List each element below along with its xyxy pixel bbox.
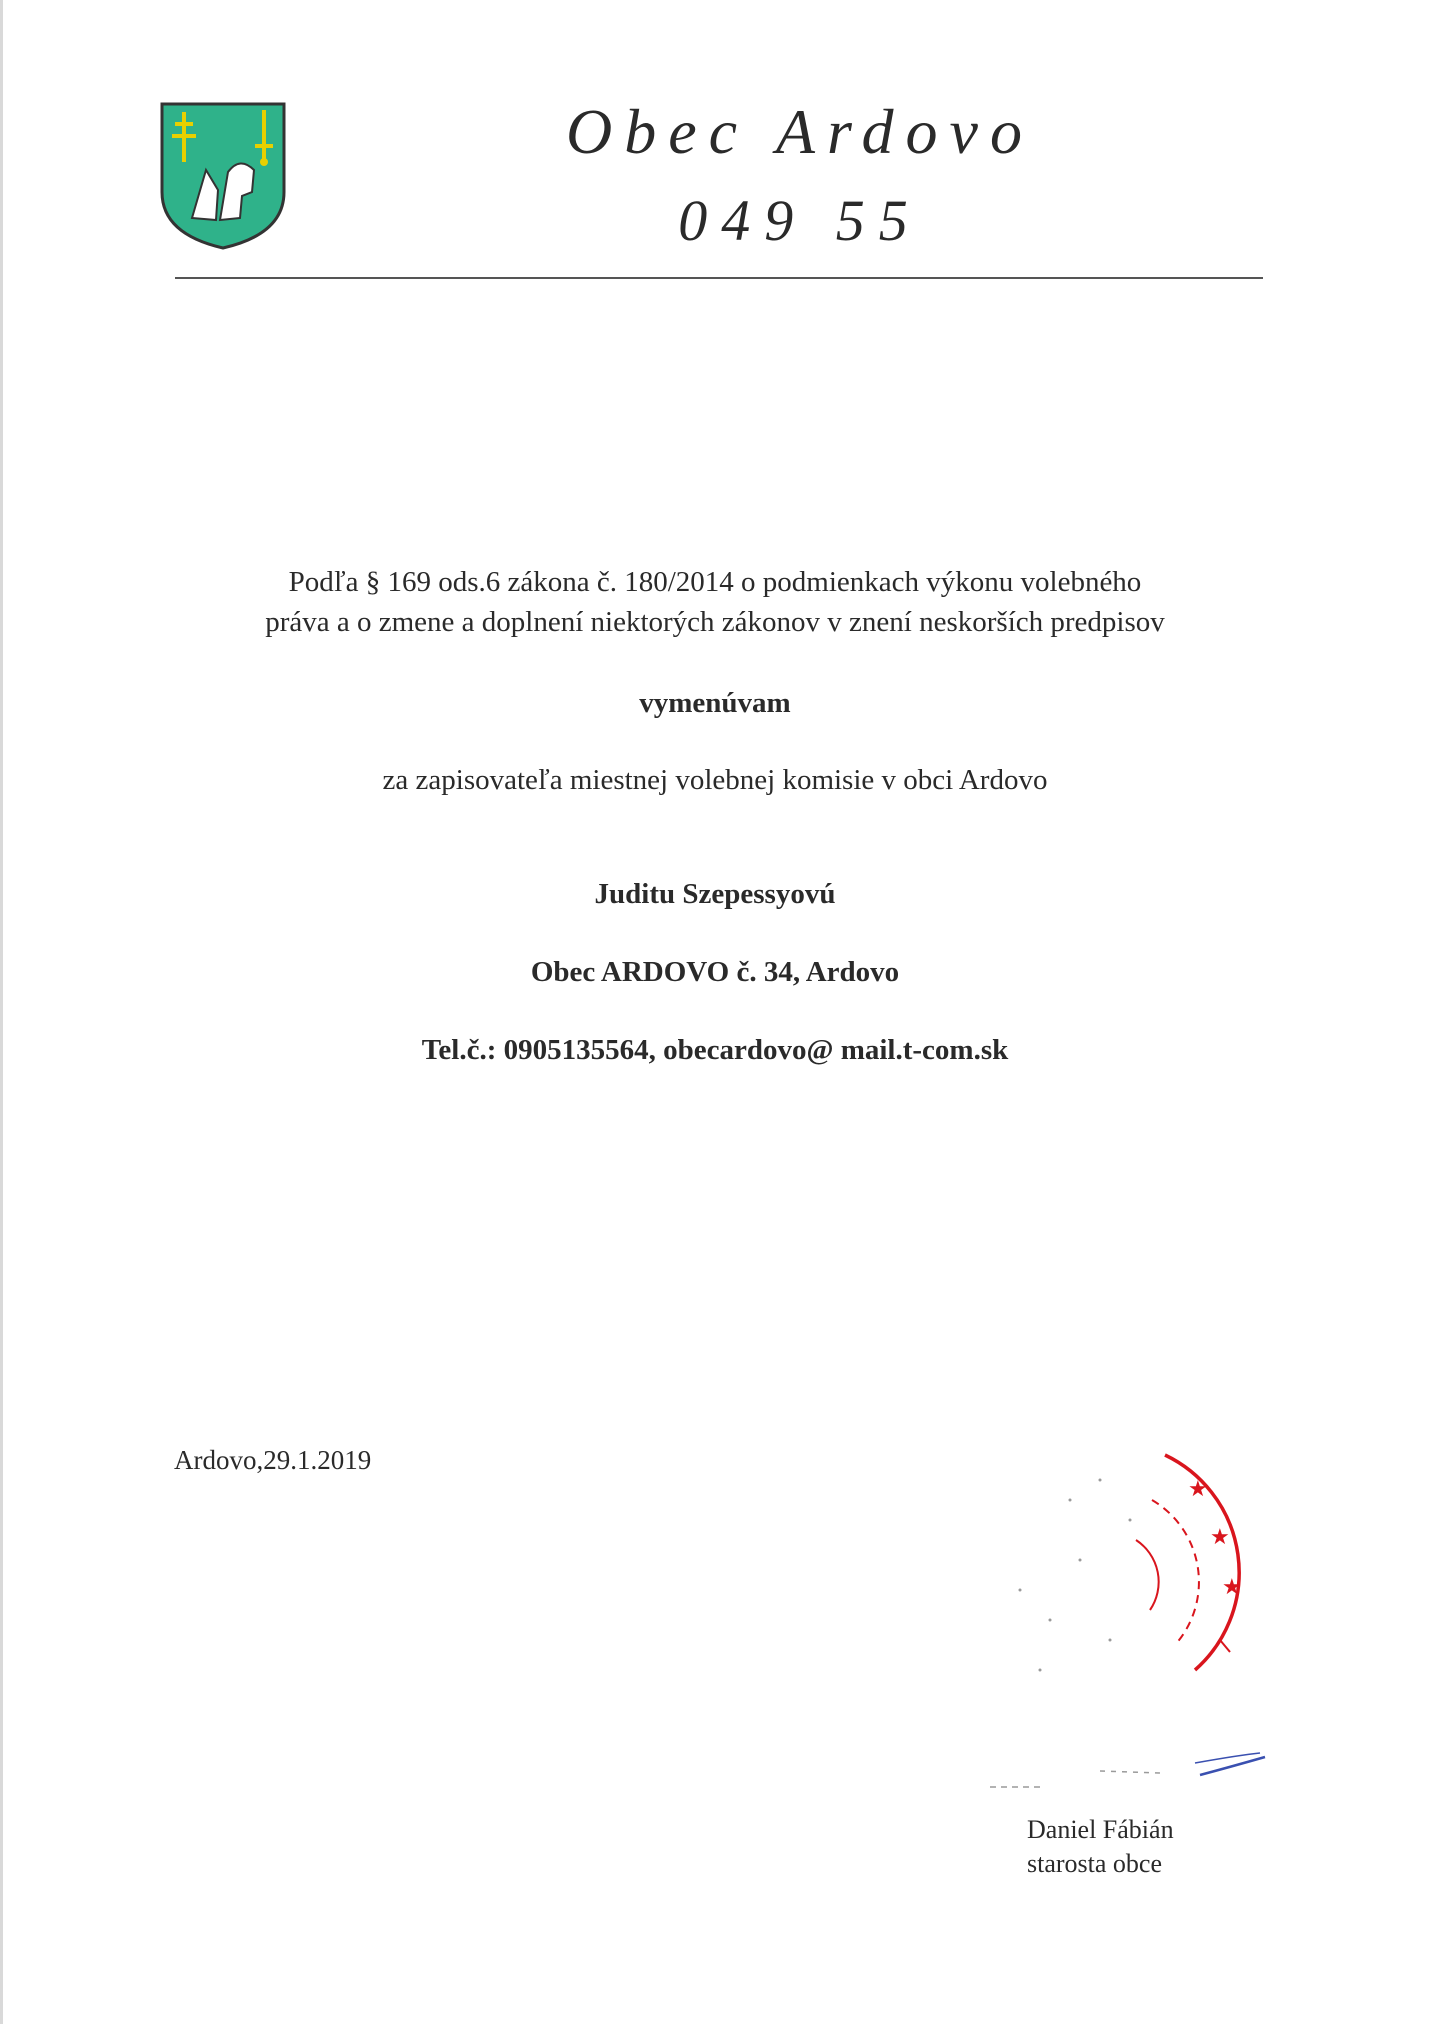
legal-basis-line: práva a o zmene a doplnení niektorých zákonov v znení neskorších predpisov: [265, 606, 1165, 638]
municipality-title: Obec Ardovo: [566, 96, 1034, 167]
place-and-date: Ardovo,29.1.2019: [174, 1445, 372, 1475]
signer-role: starosta obce: [1027, 1849, 1163, 1878]
header-divider: [175, 277, 1263, 279]
appointee-contact: Tel.č.: 0905135564, obecardovo@ mail.t-com.sk: [421, 1034, 1009, 1066]
svg-text:★: ★: [1210, 1525, 1230, 1550]
legal-basis-paragraph: [160, 562, 1270, 642]
page-edge: [0, 0, 3, 2024]
coat-of-arms-icon: [158, 100, 288, 250]
appointment-verb: vymenúvam: [639, 687, 791, 719]
appointee-address: Obec ARDOVO č. 34, Ardovo: [530, 956, 900, 988]
postal-code: 049 55: [678, 188, 922, 253]
legal-basis-line: Podľa § 169 ods.6 zákona č. 180/2014 o podmienkach výkonu volebného: [288, 566, 1142, 598]
signer-name: Daniel Fábián: [1027, 1815, 1174, 1844]
svg-text:★: ★: [1222, 1575, 1242, 1600]
signature-icon: [960, 1735, 1280, 1795]
official-stamp-icon: [960, 1440, 1280, 1710]
appointee-name: Juditu Szepessyovú: [594, 878, 836, 910]
appointment-role: za zapisovateľa miestnej volebnej komisie v obci Ardovo: [382, 764, 1048, 796]
svg-text:★: ★: [1188, 1477, 1208, 1502]
